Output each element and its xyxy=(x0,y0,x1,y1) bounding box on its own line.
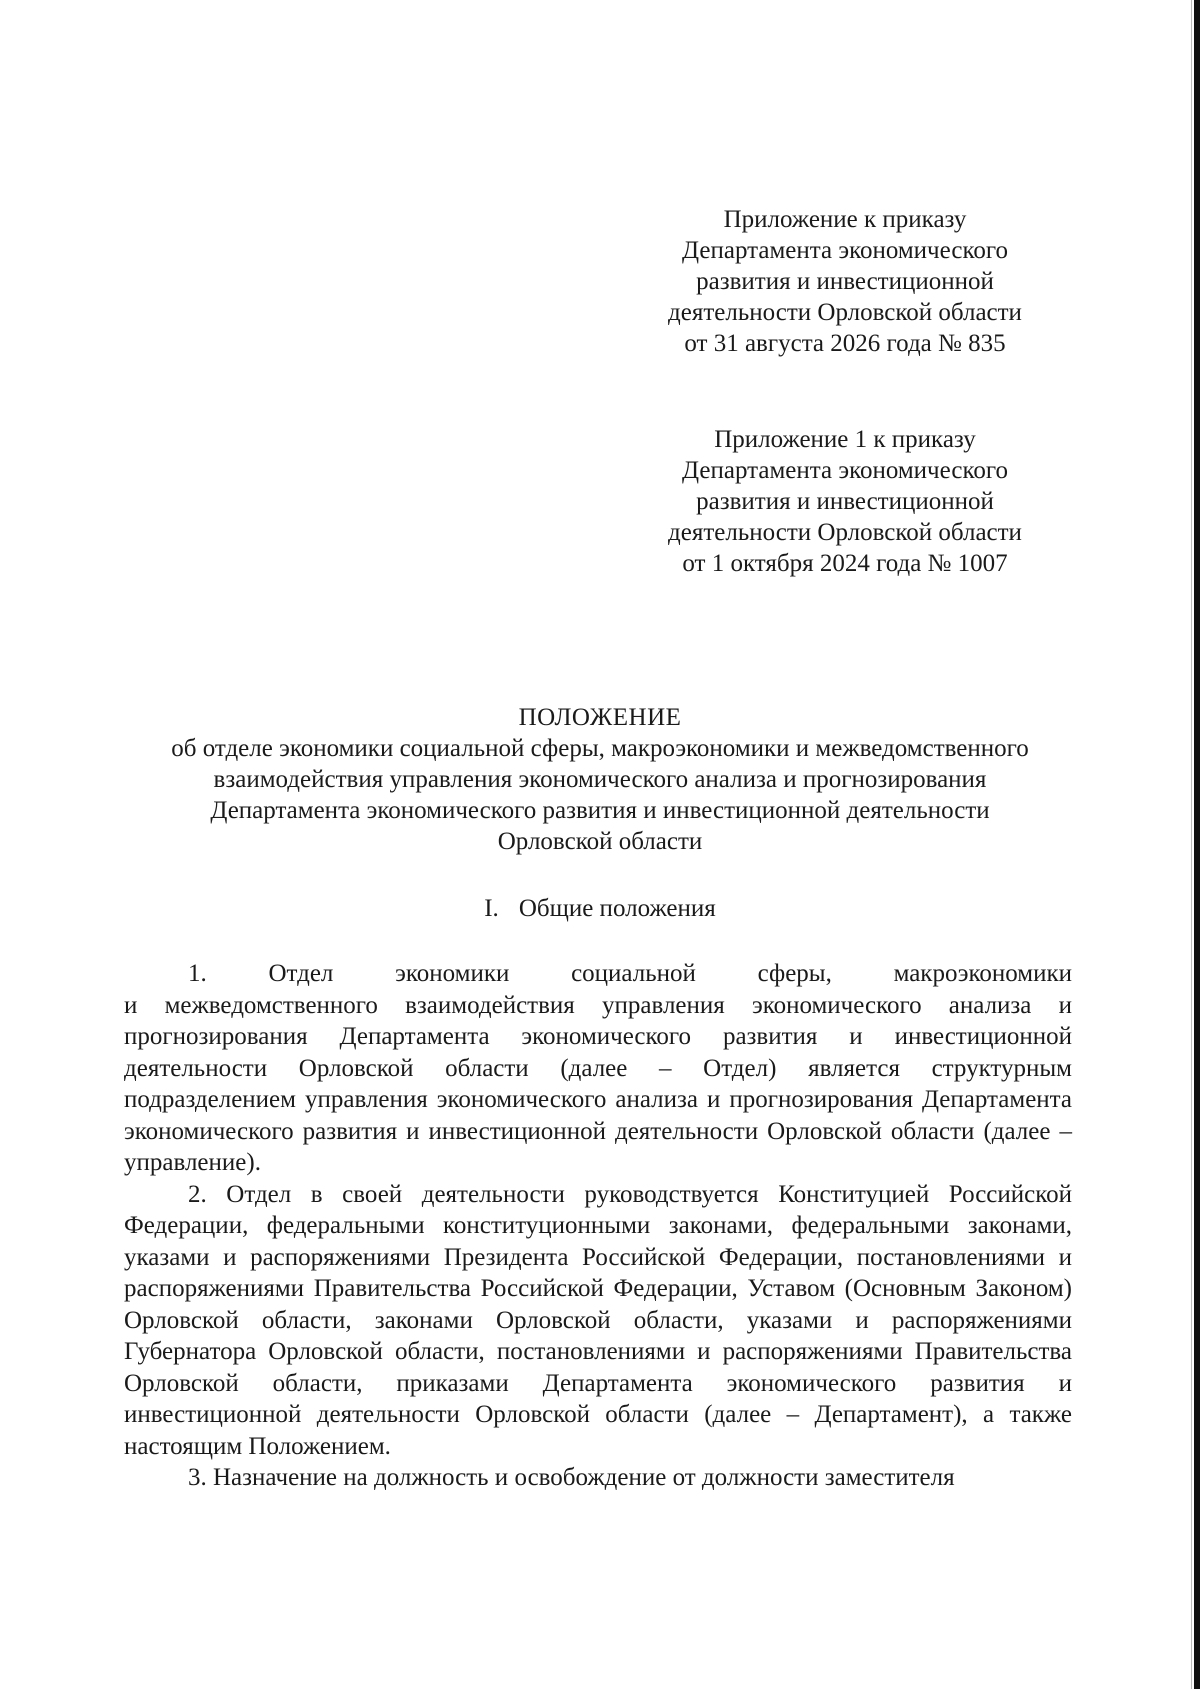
attachment-note-line: Департамента экономического xyxy=(682,457,1008,484)
attachment-note-line: Приложение к приказу xyxy=(723,206,967,233)
attachment-note-order-1007 xyxy=(625,424,1065,579)
section-number: I. xyxy=(484,895,499,922)
attachment-note-line: от 31 августа 2026 года № 835 xyxy=(684,330,1006,357)
scan-border-line xyxy=(1191,0,1192,1689)
document-title-block xyxy=(95,702,1105,857)
attachment-note-line: развития и инвестиционной xyxy=(696,488,994,515)
paragraph-1 xyxy=(124,958,1072,1179)
paragraph-1-first-line: 1. Отдел экономики социальной сферы, макроэкономики xyxy=(188,960,1072,987)
paragraph-2: 2. Отдел в своей деятельности руководствуется Конституцией Российской Федерации, федеральными конституционными законами, федеральными законами, указами и распоряжениями Президента Российской Федерации, постановлениями и распоряжениями Правительства Российской Федерации, Уставом (Основным Законом) Орловской области, законами Орловской области, указами и распоряжениями Губернатора Орловской области, постановлениями и распоряжениями Правительства Орловской области, приказами Департамента экономического развития и инвестиционной деятельности Орловской области (далее – Департамент), а также настоящим Положением. xyxy=(124,1180,1072,1460)
document-title: ПОЛОЖЕНИЕ xyxy=(518,704,682,731)
attachment-note-line: деятельности Орловской области xyxy=(668,519,1022,546)
section-title: Общие положения xyxy=(518,895,716,922)
attachment-note-line: от 1 октября 2024 года № 1007 xyxy=(682,550,1008,577)
document-subtitle-line: взаимодействия управления экономического анализа и прогнозирования xyxy=(213,766,987,793)
paragraph-3: 3. Назначение на должность и освобождение от должности заместителя xyxy=(188,1464,955,1491)
scan-border-edge xyxy=(1194,0,1200,1689)
section-heading xyxy=(95,893,1105,924)
document-body xyxy=(124,958,1072,1494)
attachment-note-line: Департамента экономического xyxy=(682,237,1008,264)
paragraph-1-text: и межведомственного взаимодействия управления экономического анализа и прогнозирования Департамента экономического развития и инвестиционной деятельности Орловской области (далее – Отдел) является структурным подразделением управления экономического анализа и прогнозирования Департамента экономического развития и инвестиционной деятельности Орловской области (далее – управление). xyxy=(124,991,1072,1176)
document-subtitle-line: Орловской области xyxy=(497,828,703,855)
attachment-note-order-835 xyxy=(625,204,1065,359)
document-subtitle-line: об отделе экономики социальной сферы, макроэкономики и межведомственного xyxy=(171,735,1029,762)
attachment-note-line: Приложение 1 к приказу xyxy=(714,426,976,453)
document-subtitle-line: Департамента экономического развития и инвестиционной деятельности xyxy=(210,797,990,824)
attachment-note-line: деятельности Орловской области xyxy=(668,299,1022,326)
attachment-note-line: развития и инвестиционной xyxy=(696,268,994,295)
